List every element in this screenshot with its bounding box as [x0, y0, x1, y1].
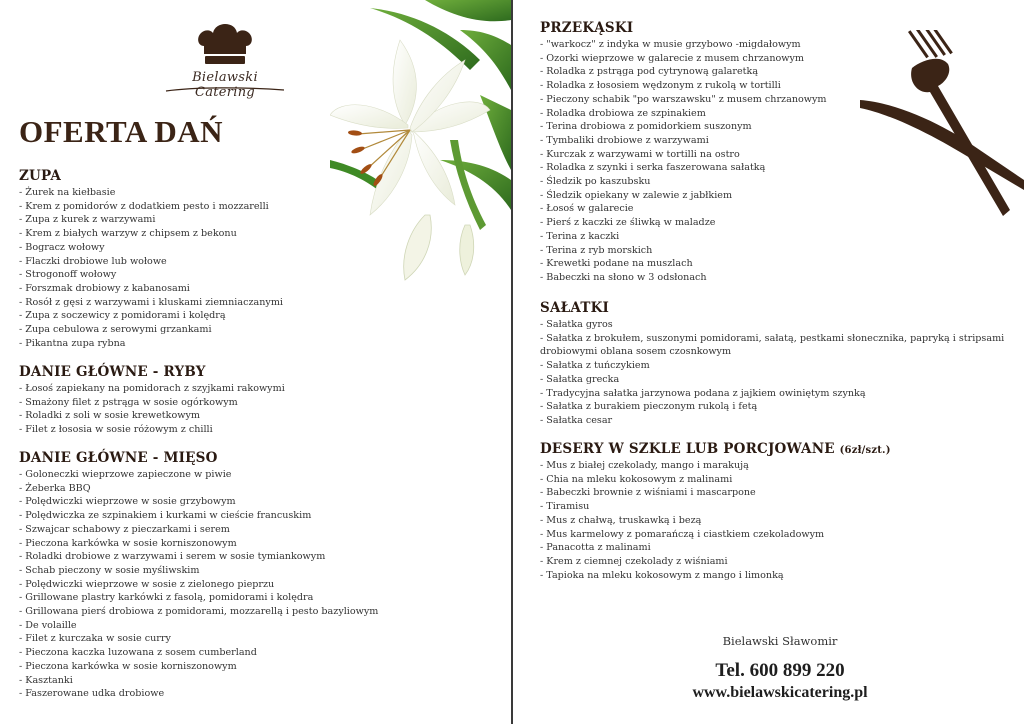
- section-zupa: [19, 168, 283, 350]
- menu-item: - Żeberka BBQ: [19, 482, 91, 494]
- section-title: PRZEKĄSKI: [540, 20, 634, 36]
- fork-and-knife-icon: [860, 30, 1024, 220]
- menu-item: - Krem z pomidorów z dodatkiem pesto i mozzarelli: [19, 200, 269, 212]
- menu-item: - Pieczona kaczka luzowana z sosem cumberland: [19, 647, 257, 659]
- menu-item: - Roladka z łososiem wędzonym z rukolą w tortilli: [540, 80, 781, 92]
- menu-item: - Roladka z szynki i serka faszerowana sałatką: [540, 162, 766, 174]
- section-ryby: [19, 364, 285, 437]
- menu-item: - Pierś z kaczki ze śliwką w maladze: [540, 217, 716, 229]
- menu-item: - Sałatka z brokułem, suszonymi pomidorami, sałatą, pestkami słonecznika, papryką i stripsami drobiowymi oblana sosem czosnkowym: [540, 332, 1005, 358]
- menu-item: - Polędwiczka ze szpinakiem i kurkami w cieście francuskim: [19, 510, 312, 522]
- menu-item: - Grillowane plastry karkówki z fasolą, pomidorami i kolędra: [19, 592, 314, 604]
- brand-name: Bielawski Catering: [192, 70, 258, 100]
- price-note: (6zł/szt.): [839, 445, 891, 456]
- menu-item: - Krewetki podane na muszlach: [540, 258, 693, 270]
- contact-website: www.bielawskicatering.pl: [692, 684, 868, 701]
- menu-list: [540, 459, 891, 582]
- menu-item: - Łosoś zapiekany na pomidorach z szyjkami rakowymi: [19, 383, 285, 394]
- menu-item: - Pieczona karkówka w sosie korniszonowym: [19, 660, 237, 672]
- lily-flower-image: [330, 0, 511, 285]
- contact-name: Bielawski Sławomir: [722, 634, 838, 648]
- section-mieso: [19, 450, 378, 701]
- menu-list: [540, 38, 827, 285]
- menu-item: - Polędwiczki wieprzowe w sosie z zielonego pieprzu: [19, 578, 275, 590]
- menu-item: - Krem z ciemnej czekolady z wiśniami: [540, 555, 728, 567]
- menu-item: - Mus karmelowy z pomarańczą i ciastkiem czekoladowym: [540, 528, 825, 540]
- menu-item: - Panacotta z malinami: [540, 542, 651, 554]
- section-title: ZUPA: [19, 168, 62, 184]
- menu-item: - Sałatka z burakiem pieczonym rukolą i fetą: [540, 401, 758, 413]
- menu-item: - Flaczki drobiowe lub wołowe: [19, 255, 167, 267]
- menu-item: - Tiramisu: [540, 501, 590, 513]
- menu-item: - Goloneczki wieprzowe zapieczone w piwie: [19, 469, 232, 480]
- menu-item: - Terina z kaczki: [540, 230, 620, 242]
- menu-item: - Smażony filet z pstrąga w sosie ogórkowym: [19, 396, 238, 408]
- menu-item: - Roladki drobiowe z warzywami i serem w sosie tymiankowym: [19, 551, 326, 563]
- menu-item: - Łosoś w galarecie: [540, 203, 634, 215]
- section-title: DANIE GŁÓWNE - MIĘSO: [19, 450, 218, 466]
- section-title-text: DESERY W SZKLE LUB PORCJOWANE: [540, 441, 835, 457]
- section-title: SAŁATKI: [540, 300, 610, 316]
- menu-item: - Filet z kurczaka w sosie curry: [19, 633, 171, 645]
- chef-hat-icon: [196, 24, 254, 66]
- menu-item: - Faszerowane udka drobiowe: [19, 688, 165, 700]
- menu-item: - Babeczki na słono w 3 odsłonach: [540, 271, 707, 283]
- menu-item: - Zupa z kurek z warzywami: [19, 214, 156, 226]
- menu-item: - Roladki z soli w sosie krewetkowym: [19, 410, 200, 422]
- menu-item: - Tymbaliki drobiowe z warzywami: [540, 134, 709, 146]
- menu-item: - Terina drobiowa z pomidorkiem suszonym: [540, 121, 752, 133]
- menu-item: - Roladka drobiowa ze szpinakiem: [540, 107, 706, 119]
- menu-item: - Schab pieczony w sosie myśliwskim: [19, 564, 200, 576]
- section-przekaski: [540, 20, 827, 285]
- menu-item: - Roladka z pstrąga pod cytrynową galaretką: [540, 66, 759, 78]
- menu-item: - Forszmak drobiowy z kabanosami: [19, 282, 190, 294]
- section-desery: [540, 441, 891, 582]
- menu-list: [19, 186, 283, 350]
- menu-item: - Sałatka z tuńczykiem: [540, 360, 650, 372]
- menu-item: - Zupa cebulowa z serowymi grzankami: [19, 324, 212, 336]
- menu-list: [540, 318, 1010, 428]
- menu-item: - Chia na mleku kokosowym z malinami: [540, 473, 733, 485]
- left-page: [0, 0, 511, 724]
- menu-item: - Bogracz wołowy: [19, 241, 105, 253]
- menu-item: - Sałatka cesar: [540, 414, 613, 426]
- menu-list: [19, 468, 378, 701]
- page-title: OFERTA DAŃ: [19, 114, 223, 149]
- menu-item: - Grillowana pierś drobiowa z pomidorami, mozzarellą i pesto bazyliowym: [19, 606, 379, 618]
- menu-item: - Szwajcar schabowy z pieczarkami i serem: [19, 523, 230, 535]
- menu-item: - Rosół z gęsi z warzywami i kluskami ziemniaczanymi: [19, 296, 283, 308]
- menu-item: - Zupa z soczewicy z pomidorami i kolędrą: [19, 310, 226, 322]
- menu-item: - Żurek na kiełbasie: [19, 187, 116, 198]
- brand-logo: [160, 22, 290, 100]
- menu-item: - De volaille: [19, 619, 77, 631]
- menu-item: - Mus z białej czekolady, mango i marakują: [540, 460, 749, 471]
- menu-item: - Pikantna zupa rybna: [19, 337, 126, 349]
- menu-item: - Babeczki brownie z wiśniami i mascarpone: [540, 487, 756, 499]
- menu-item: - Sałatka gyros: [540, 319, 613, 330]
- menu-item: - Filet z łososia w sosie różowym z chilli: [19, 424, 213, 436]
- menu-item: - Strogonoff wołowy: [19, 269, 117, 281]
- menu-item: - Terina z ryb morskich: [540, 244, 653, 256]
- brand-underline: [164, 86, 286, 94]
- menu-item: - Pieczony schabik "po warszawsku" z musem chrzanowym: [540, 93, 827, 105]
- menu-item: - Ozorki wieprzowe w galarecie z musem chrzanowym: [540, 52, 805, 64]
- menu-item: - "warkocz" z indyka w musie grzybowo -migdałowym: [540, 39, 801, 50]
- section-title: DANIE GŁÓWNE - RYBY: [19, 364, 206, 380]
- menu-item: - Sałatka grecka: [540, 373, 620, 385]
- menu-item: - Tapioka na mleku kokosowym z mango i limonką: [540, 569, 784, 581]
- menu-item: - Kasztanki: [19, 674, 73, 686]
- section-title: [540, 441, 891, 457]
- menu-item: - Kurczak z warzywami w tortilli na ostro: [540, 148, 740, 160]
- menu-item: - Polędwiczki wieprzowe w sosie grzybowym: [19, 496, 236, 508]
- menu-item: - Śledzik po kaszubsku: [540, 176, 651, 188]
- menu-list: [19, 382, 285, 437]
- menu-item: - Krem z białych warzyw z chipsem z bekonu: [19, 228, 237, 240]
- section-salatki: [540, 300, 1010, 428]
- contact-phone: Tel. 600 899 220: [715, 660, 845, 681]
- menu-item: - Tradycyjna sałatka jarzynowa podana z jajkiem owiniętym szynką: [540, 387, 866, 399]
- menu-item: - Pieczona karkówka w sosie korniszonowym: [19, 537, 237, 549]
- menu-item: - Mus z chałwą, truskawką i bezą: [540, 514, 702, 526]
- menu-item: - Śledzik opiekany w zalewie z jabłkiem: [540, 189, 733, 201]
